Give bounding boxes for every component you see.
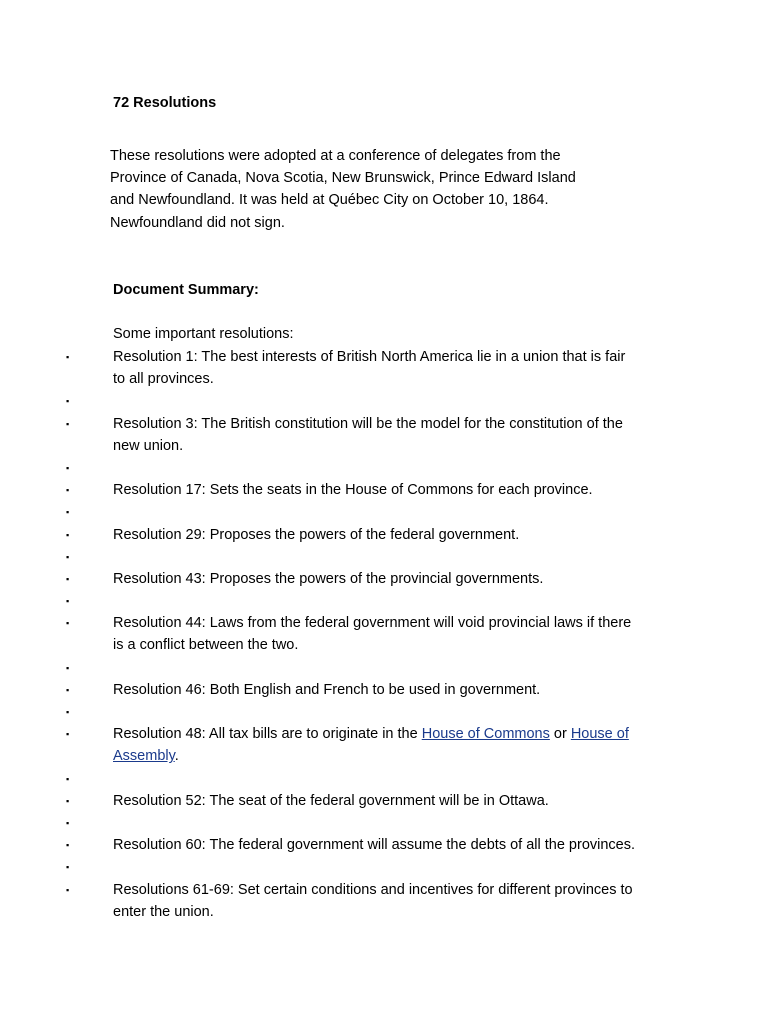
bullet-icon: ▪ [66, 573, 70, 584]
item-text: Resolution 43: Proposes the powers of the provincial governments. [113, 570, 544, 587]
res48-prefix: Resolution 48: All tax bills are to originate in the [113, 726, 422, 743]
res48-middle: or [549, 726, 571, 743]
document-title: 72 Resolutions [113, 95, 217, 111]
item-text: Resolution 1: The best interests of British North America lie in a union that is fair [113, 349, 626, 365]
list-item-continuation [0, 368, 768, 390]
list-item-empty [0, 546, 768, 568]
list-item [0, 612, 768, 634]
item-text: is a conflict between the two. [113, 637, 299, 654]
bullet-icon: ▪ [66, 462, 70, 473]
summary-heading: Document Summary: [113, 282, 259, 298]
house-of-assembly-link-part2[interactable]: Assembly [113, 748, 175, 765]
list-item [0, 568, 768, 590]
bullet-icon: ▪ [66, 618, 70, 629]
bullet-icon: ▪ [66, 418, 70, 429]
bullet-icon: ▪ [66, 684, 70, 695]
list-item [0, 834, 768, 856]
item-text: Resolution 44: Laws from the federal government will void provincial laws if there [113, 615, 632, 632]
item-text: Resolution 52: The seat of the federal government will be in Ottawa. [113, 792, 549, 809]
list-item [0, 524, 768, 546]
bullet-icon: ▪ [66, 396, 70, 407]
bullet-icon: ▪ [66, 485, 70, 496]
item-text: Resolutions 61-69: Set certain conditions and incentives for different provinces to [113, 881, 633, 898]
list-item-empty [0, 390, 768, 412]
list-item-continuation [0, 435, 768, 457]
list-item-empty [0, 701, 768, 723]
bullet-icon: ▪ [66, 729, 70, 740]
list-item-empty [0, 501, 768, 523]
bullet-icon: ▪ [66, 884, 70, 895]
list-item [0, 346, 768, 368]
item-text: new union. [113, 437, 184, 454]
item-text: enter the union. [113, 903, 214, 920]
list-item-empty [0, 812, 768, 834]
list-item-continuation [0, 634, 768, 656]
list-intro: Some important resolutions: [113, 326, 294, 342]
bullet-icon: ▪ [66, 507, 70, 518]
bullet-icon: ▪ [66, 529, 70, 540]
list-item-empty [0, 856, 768, 878]
item-text: Resolution 17: Sets the seats in the House of Commons for each province. [113, 482, 593, 499]
list-item [0, 479, 768, 501]
list-item [0, 790, 768, 812]
bullet-icon: ▪ [66, 773, 70, 784]
item-text: Resolution 46: Both English and French to be used in government. [113, 681, 541, 698]
item-text: Resolution 3: The British constitution will be the model for the constitution of the [113, 415, 623, 432]
bullet-icon: ▪ [66, 862, 70, 873]
list-item [0, 679, 768, 701]
intro-line: These resolutions were adopted at a conference of delegates from the [110, 148, 561, 164]
item-text: Resolution 29: Proposes the powers of the federal government. [113, 526, 520, 543]
intro-line: Newfoundland did not sign. [110, 214, 285, 231]
list-item-empty [0, 768, 768, 790]
list-item [0, 413, 768, 435]
bullet-icon: ▪ [66, 840, 70, 851]
intro-paragraph [110, 145, 610, 234]
intro-line: and Newfoundland. It was held at Québec City on October 10, 1864. [110, 192, 549, 209]
item-text [113, 723, 658, 745]
house-of-commons-link[interactable]: House of Commons [421, 726, 550, 743]
list-item [0, 723, 768, 745]
list-item-empty [0, 657, 768, 679]
list-item-empty [0, 457, 768, 479]
res48-suffix: . [174, 748, 179, 765]
item-text: Resolution 60: The federal government will assume the debts of all the provinces. [113, 837, 636, 854]
bullet-icon: ▪ [66, 551, 70, 562]
list-item-empty [0, 590, 768, 612]
bullet-icon: ▪ [66, 662, 70, 673]
house-of-assembly-link-part1[interactable]: House of [570, 726, 629, 743]
bullet-icon: ▪ [66, 352, 70, 362]
item-text [113, 745, 658, 767]
list-item [0, 879, 768, 901]
intro-line: Province of Canada, Nova Scotia, New Brunswick, Prince Edward Island [110, 170, 576, 187]
bullet-icon: ▪ [66, 795, 70, 806]
bullet-icon: ▪ [66, 707, 70, 717]
item-text: to all provinces. [113, 371, 214, 388]
resolutions-list [0, 346, 768, 923]
bullet-icon: ▪ [66, 596, 70, 607]
list-item-continuation [0, 745, 768, 767]
bullet-icon: ▪ [66, 817, 70, 828]
list-item-continuation [0, 901, 768, 923]
